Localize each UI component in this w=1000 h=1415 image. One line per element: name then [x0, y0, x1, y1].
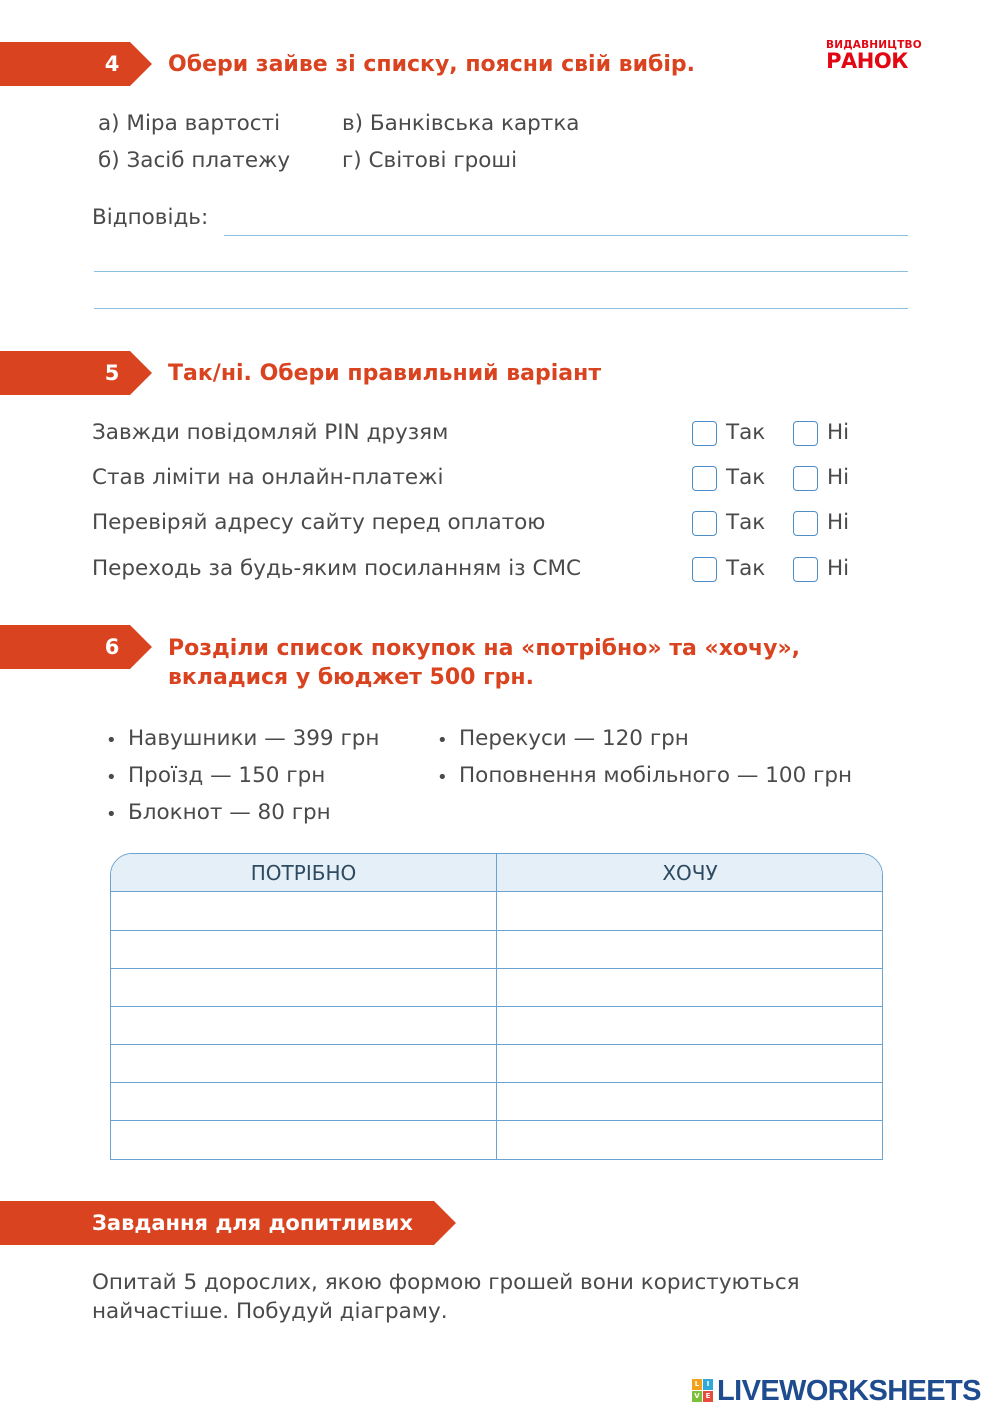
no-checkbox-4[interactable]	[793, 557, 818, 582]
task4-title: Обери зайве зі списку, поясни свій вибір.	[168, 52, 696, 77]
yes-label-4: Так	[726, 556, 766, 581]
needs-cell-6[interactable]	[111, 1082, 496, 1120]
statement-4: Переходь за будь-яким посиланням із СМС	[92, 556, 582, 581]
wants-cell-1[interactable]	[497, 892, 883, 930]
task4-option-b: б) Засіб платежу	[98, 148, 291, 173]
logo-line2: РАНОК	[826, 49, 908, 73]
yes-checkbox-3[interactable]	[692, 511, 717, 536]
yes-checkbox-4[interactable]	[692, 557, 717, 582]
header-wants: ХОЧУ	[662, 861, 718, 885]
yes-label-3: Так	[726, 510, 766, 535]
wants-cell-2[interactable]	[497, 930, 883, 968]
answer-line-1[interactable]	[224, 235, 908, 236]
answer-label: Відповідь:	[92, 205, 209, 230]
no-checkbox-2[interactable]	[793, 466, 818, 491]
yes-checkbox-2[interactable]	[692, 466, 717, 491]
bullet-3: •	[106, 767, 117, 788]
liveworksheets-wordmark: LIVEWORKSHEETS	[717, 1374, 981, 1407]
needs-wants-table	[110, 853, 883, 1160]
task6-banner	[0, 625, 152, 669]
wants-cell-7[interactable]	[497, 1120, 883, 1158]
bullet-5: •	[106, 804, 117, 825]
needs-cell-1[interactable]	[111, 892, 496, 930]
bullet-1: •	[106, 730, 117, 751]
header-needs: ПОТРІБНО	[250, 861, 357, 885]
statement-1: Завжди повідомляй PIN друзям	[92, 420, 449, 445]
statement-2: Став ліміти на онлайн-платежі	[92, 465, 444, 490]
liveworksheets-brand	[692, 1374, 981, 1408]
needs-cell-2[interactable]	[111, 930, 496, 968]
task6-title-line1: Розділи список покупок на «потрібно» та «хочу»,	[168, 636, 801, 661]
brand-block-l: L	[692, 1379, 702, 1390]
bullet-4: •	[437, 767, 448, 788]
brand-block-e: E	[703, 1391, 713, 1402]
wants-cell-4[interactable]	[497, 1006, 883, 1044]
task5-title: Так/ні. Обери правильний варіант	[168, 361, 602, 386]
no-checkbox-1[interactable]	[793, 421, 818, 446]
liveworksheets-logo-icon	[692, 1379, 714, 1403]
bullet-2: •	[437, 730, 448, 751]
task6-number: 6	[104, 635, 120, 659]
brand-block-v: V	[692, 1391, 702, 1402]
needs-cell-7[interactable]	[111, 1120, 496, 1158]
task4-number: 4	[104, 52, 120, 76]
wants-cell-6[interactable]	[497, 1082, 883, 1120]
no-label-2: Ні	[827, 465, 850, 490]
no-checkbox-3[interactable]	[793, 511, 818, 536]
logo-line1: ВИДАВНИЦТВО	[826, 39, 922, 51]
yes-label-2: Так	[726, 465, 766, 490]
yes-label-1: Так	[726, 420, 766, 445]
no-label-4: Ні	[827, 556, 850, 581]
task5-number: 5	[104, 361, 120, 385]
item-travel: Проїзд — 150 грн	[128, 763, 326, 788]
statement-3: Перевіряй адресу сайту перед оплатою	[92, 510, 546, 535]
item-notebook: Блокнот — 80 грн	[128, 800, 331, 825]
task4-option-g: г) Світові гроші	[342, 148, 518, 173]
brand-block-i: I	[703, 1379, 713, 1390]
wants-cell-3[interactable]	[497, 968, 883, 1006]
item-mobile-topup: Поповнення мобільного — 100 грн	[459, 763, 853, 788]
task4-option-a: а) Міра вартості	[98, 111, 281, 136]
item-headphones: Навушники — 399 грн	[128, 726, 380, 751]
answer-line-2[interactable]	[94, 271, 908, 272]
task6-title-line2: вкладися у бюджет 500 грн.	[168, 665, 534, 690]
task4-option-v: в) Банківська картка	[342, 111, 580, 136]
needs-cell-5[interactable]	[111, 1044, 496, 1082]
publisher-logo	[826, 39, 922, 73]
item-snacks: Перекуси — 120 грн	[459, 726, 689, 751]
bonus-title: Завдання для допитливих	[92, 1211, 413, 1235]
task4-banner	[0, 42, 152, 86]
yes-checkbox-1[interactable]	[692, 421, 717, 446]
no-label-1: Ні	[827, 420, 850, 445]
no-label-3: Ні	[827, 510, 850, 535]
task5-banner	[0, 351, 152, 395]
bonus-text-line2: найчастіше. Побудуй діаграму.	[92, 1299, 448, 1324]
wants-cell-5[interactable]	[497, 1044, 883, 1082]
needs-cell-3[interactable]	[111, 968, 496, 1006]
needs-cell-4[interactable]	[111, 1006, 496, 1044]
answer-line-3[interactable]	[94, 308, 908, 309]
bonus-text-line1: Опитай 5 дорослих, якою формою грошей вони користуються	[92, 1270, 800, 1295]
